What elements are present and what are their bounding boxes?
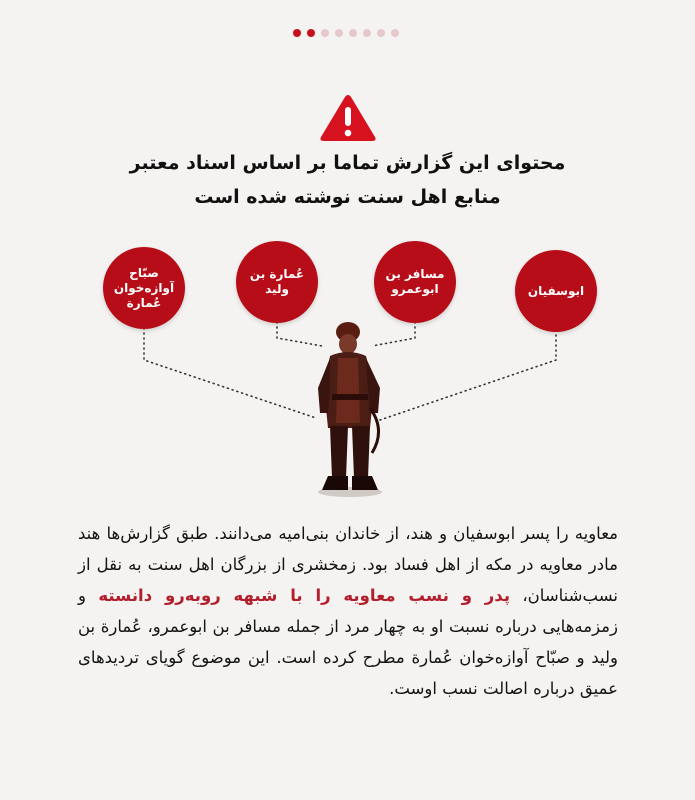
warrior-figure-icon <box>300 318 400 498</box>
paragraph-text-2: و زمزمه‌هایی درباره نسبت او به چهار مرد از جمله مسافر بن ابوعمرو، عُمارة بن ولید و صبّاح آوازه‌خوان عُمارة مطرح کرده است. این موضوع گویای تردیدهای عمیق درباره اصالت نسب اوست. <box>78 586 618 698</box>
body-paragraph <box>78 518 618 704</box>
person-label: مسافر بن ابوعمرو <box>385 267 445 296</box>
person-label: عُمارة بن ولید <box>249 267 305 296</box>
paragraph-highlight: پدر و نسب معاویه را با شبهه روبه‌رو دانسته <box>98 586 511 605</box>
headline-line-1: محتوای این گزارش تماما بر اساس اسناد معتبر <box>129 152 566 174</box>
person-circle-abu-sufyan <box>515 250 597 332</box>
headline-line-2: منابع اهل سنت نوشته شده است <box>194 186 501 208</box>
person-circle-sabbah <box>103 247 185 329</box>
paragraph-text-1: معاویه را پسر ابوسفیان و هند، از خاندان بنی‌امیه می‌دانند. طبق گزارش‌ها هند مادر معاویه در مکه از اهل فساد بود. زمخشری از بزرگان اهل سنت به نقل از نسب‌شناسان، <box>78 524 619 605</box>
person-label: ابوسفیان <box>527 283 585 298</box>
person-circle-musafir <box>374 241 456 323</box>
person-label: صبّاح آوازه‌خوان عُمارة <box>113 265 175 310</box>
person-circle-umara <box>236 241 318 323</box>
